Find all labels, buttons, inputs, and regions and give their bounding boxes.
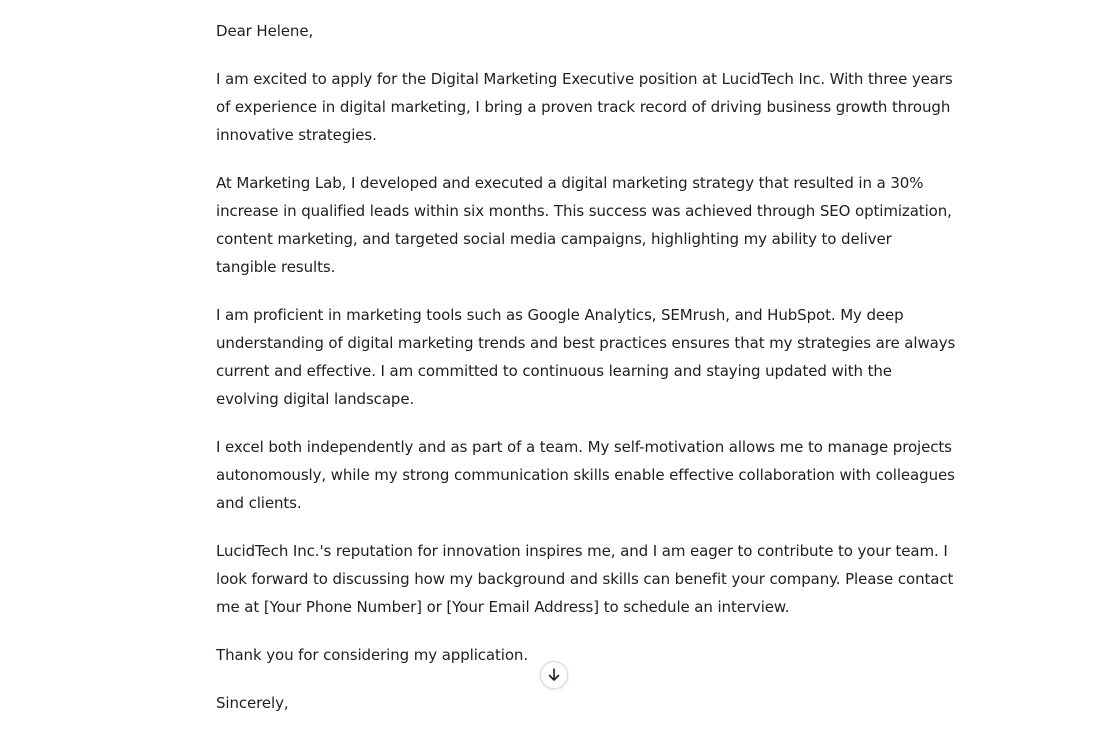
- paragraph-tools: I am proficient in marketing tools such as Google Analytics, SEMrush, and HubSpot. My deep understanding of digital marketing trends and best practices ensures that my strategies are always current and effective. I am committed to continuous learning and staying updated with the evolving digital landscape.: [216, 306, 956, 408]
- closing: Sincerely,: [216, 694, 289, 712]
- paragraph-intro: I am excited to apply for the Digital Marketing Executive position at LucidTech Inc. With three years of experience in digital marketing, I bring a proven track record of driving business growth through innovative strategies.: [216, 70, 953, 144]
- arrow-down-icon: [546, 667, 562, 683]
- paragraph-achievement: At Marketing Lab, I developed and executed a digital marketing strategy that resulted in a 30% increase in qualified leads within six months. This success was achieved through SEO optimization, content marketing, and targeted social media campaigns, highlighting my ability to deliver tangible results.: [216, 174, 952, 276]
- salutation: Dear Helene,: [216, 22, 314, 40]
- paragraph-teamwork: I excel both independently and as part of a team. My self-motivation allows me to manage projects autonomously, while my strong communication skills enable effective collaboration with colleagues and clients.: [216, 438, 955, 512]
- cover-letter: [216, 17, 956, 737]
- paragraph-company: LucidTech Inc.'s reputation for innovation inspires me, and I am eager to contribute to your team. I look forward to discussing how my background and skills can benefit your company. Please contact me at [Your Phone Number] or [Your Email Address] to schedule an interview.: [216, 542, 954, 616]
- scroll-to-bottom-button[interactable]: [540, 661, 568, 689]
- paragraph-thanks: Thank you for considering my application.: [216, 646, 529, 664]
